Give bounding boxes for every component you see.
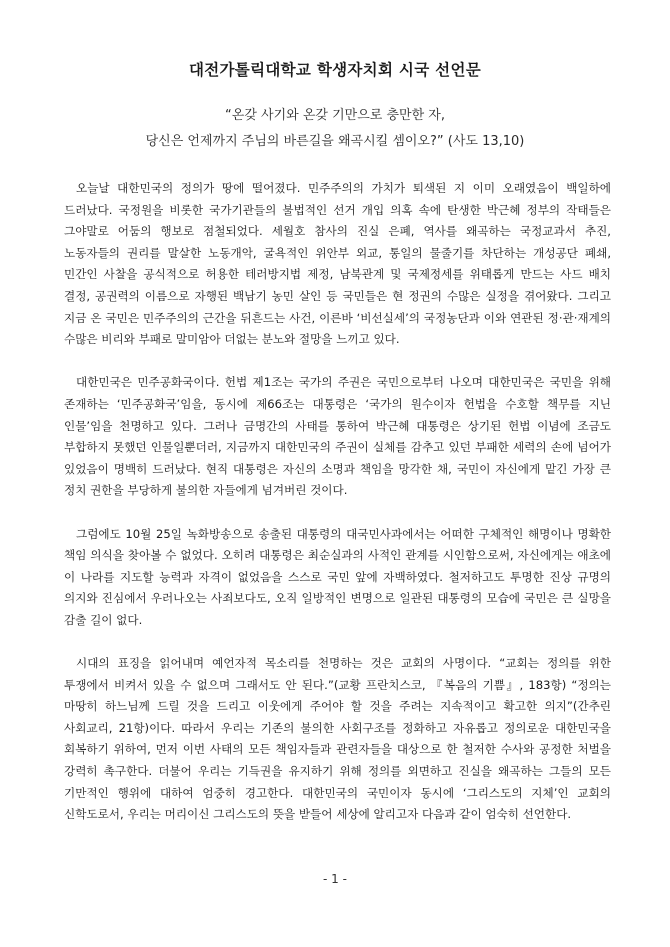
paragraph-2: 대한민국은 민주공화국이다. 헌법 제1조는 국가의 주권은 국민으로부터 나오며 대한민국은 국민을 위해 존재하는 ‘민주공화국’임을, 동시에 제66조는 대통령은 ‘국가의 원수이자 헌법을 수호할 책무를 지닌 인물’임을 천명하고 있다. 그러나 금명간의 사태를 통하여 박근혜 대통령은 상기된 헌법 이념에 조금도 부합하지 못했던 인물일뿐더러, 지금까지 대한민국의 주권이 실체를 감추고 있던 부패한 세력의 손에 넘어가 있었음이 명백히 드러났다. 현직 대통령은 자신의 소명과 책임을 망각한 채, 국민이 자신에게 맡긴 가장 큰 정치 권한을 부당하게 불의한 자들에게 넘겨버린 것이다.	[64, 375, 611, 498]
document-title: 대전가톨릭대학교 학생자치회 시국 선언문	[188, 61, 481, 79]
epigraph-line-1: “온갖 사기와 온갖 기만으로 충만한 자,	[225, 108, 445, 123]
paragraph-3: 그럼에도 10월 25일 녹화방송으로 송출된 대통령의 대국민사과에서는 어떠한 구체적인 해명이나 명확한 책임 의식을 찾아볼 수 없었다. 오히려 대통령은 최순실과의 사적인 관계를 시인함으로써, 자신에게는 애초에 이 나라를 지도할 능력과 자격이 없었음을 스스로 국민 앞에 자백하였다. 철저하고도 투명한 진상 규명의 의지와 진심에서 우러나오는 사죄보다도, 오직 일방적인 변명으로 일관된 대통령의 모습에 국민은 큰 실망을 감출 길이 없다.	[64, 526, 611, 627]
paragraph-1: 오늘날 대한민국의 정의가 땅에 떨어졌다. 민주주의의 가치가 퇴색된 지 이미 오래였음이 백일하에 드러났다. 국정원을 비롯한 국가기관들의 불법적인 선거 개입 의혹 속에 탄생한 박근혜 정부의 작태들은 그야말로 어둠의 행보로 점철되었다. 세월호 참사의 진실 은폐, 역사를 왜곡하는 국정교과서 추진, 노동자들의 권리를 말살한 노동개악, 굴욕적인 위안부 외교, 통일의 물줄기를 차단하는 개성공단 폐쇄, 민간인 사찰을 공식적으로 허용한 테러방지법 제정, 남북관계 및 국제정세를 위태롭게 만드는 사드 배치 결정, 공권력의 이름으로 자행된 백남기 농민 살인 등 국민들은 현 정권의 수많은 실정을 겪어왔다. 그리고 지금 온 국민은 민주주의의 근간을 뒤흔드는 사건, 이른바 ‘비선실세’의 국정농단과 이와 연관된 정·관·재계의 수많은 비리와 부패로 말미암아 더없는 분노와 절망을 느끼고 있다.	[64, 181, 611, 347]
paragraph-4: 시대의 표징을 읽어내며 예언자적 목소리를 천명하는 것은 교회의 사명이다. “교회는 정의를 위한 투쟁에서 비켜서 있을 수 없으며 그래서도 안 된다.”(교황 프란치스코, 『복음의 기쁨』, 183항) “정의는 마땅히 하느님께 드릴 것을 드리고 이웃에게 주어야 할 것을 주려는 지속적이고 확고한 의지”(간추린 사회교리, 21항)이다. 따라서 우리는 기존의 불의한 사회구조를 정화하고 자유롭고 정의로운 대한민국을 회복하기 위하여, 먼저 이번 사태의 모든 책임자들과 관련자들을 대상으로 한 철저한 수사와 공정한 처벌을 강력히 촉구한다. 더불어 우리는 기득권을 유지하기 위해 정의를 외면하고 진실을 왜곡하는 그들의 모든 기만적인 행위에 대하여 엄중히 경고한다. 대한민국의 국민이자 동시에 ‘그리스도의 지체’인 교회의 신학도로서, 우리는 머리이신 그리스도의 뜻을 받들어 세상에 알리고자 다음과 같이 엄숙히 선언한다.	[64, 656, 611, 822]
epigraph-line-2: 당신은 언제까지 주님의 바른길을 왜곡시킬 셈이오?” (사도 13,10)	[145, 134, 525, 149]
epigraph-quote	[0, 103, 670, 155]
document-body	[64, 178, 611, 847]
page-number: - 1 -	[323, 872, 347, 886]
